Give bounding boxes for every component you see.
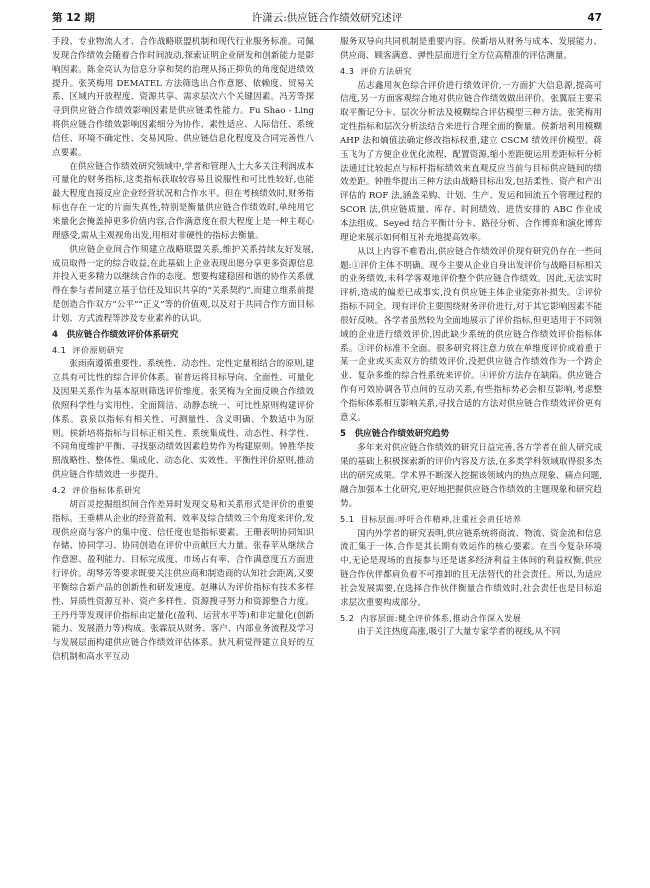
paragraph: 国内外学者的研究表明,供应链系统将商流、物流、资金流和信息流汇集于一体,合作是其长期有效运作的核心要素。在当今复杂环境中,无论是现场的直接参与还是诸多经济利益主体间的利益权衡,供应链合作伙伴都肩负着不可推卸的且无法替代的社会责任。所以,为适应社会发展需要,在选择合作伙伴衡量合作绩效时,社会责任也是目标追求层次重要构成部分。 <box>340 528 602 608</box>
subsection-heading <box>340 65 602 79</box>
subsection-number: 4.3 <box>340 65 355 76</box>
paragraph: 由于关注热度高涨,吸引了大量专家学者的视线,从不同 <box>357 627 561 638</box>
subsection-title: 评价方法研究 <box>360 65 412 76</box>
running-title: 许潇云:供应链合作绩效研究述评 <box>251 12 403 24</box>
header-rule <box>52 29 602 30</box>
left-column <box>52 36 314 665</box>
paragraph: 多年来对供应链合作绩效的研究日益完善,各方学者在前人研究成果的基础上积极探索新的评价内容及方法,在多类学科领域取得很多杰出的研究成果。学术界不断深入挖掘该领域内的热点现象、痛点问题,融合加强本土化研究,更好地把握供应链合作绩效的主题现象和研究趋势。 <box>340 443 602 509</box>
subsection-number: 5.2 <box>340 612 355 623</box>
paragraph: 胡百灵挖掘组织间合作差异时发现交易和关系形式是评价的重要指标。王垂耕从企业的经营盈利、效率及综合绩效三个角度来评价,发现供应商与客户的集中度、信任度也是指标要素。王珊表明协同知识存储、协同学习、协同创造在评价中贡献巨大力量。张春苹从继续合作意愿、盈利能力、目标完成度、市场占有率、合作满意度五方面进行评价。胡琴芳等要求既要关注供应商和制造商的认知社会距离,又要平衡综合新产品的创新性和研发速度。赵琳认为评价指标有技术多样性、异质性资源互补、资产多样性、资源搜寻努力和资源整合力度。王丹丹等发现评价指标由定量化(盈利、运营水平等)和非定量化(创新能力、发展潜力等)构成。张霖辰从财务、客户、内部业务流程及学习与发展层面构建供应链合作绩效评估体系。狄凡莉觉得建立良好的互信机制和高水平互动 <box>52 499 314 663</box>
subsection-heading <box>52 484 314 498</box>
subsection-heading <box>340 513 602 527</box>
paragraph: 服务双导向共同机制是重要内容。侯新培从财务与成本、发展能力、供应商、顾客满意、弹性层面进行全方位高精准的评估测量。 <box>340 37 602 61</box>
right-column <box>340 36 602 640</box>
subsection-heading <box>340 612 602 626</box>
subsection-title: 评价原则研究 <box>72 344 124 355</box>
paragraph: 供应链企业间合作须建立战略联盟关系,维护关系持续友好发展,成员取得一定的综合收益,在此基础上企业表现出愿分享更多资源信息并投入更多精力以继续合作的态度。想要构建稳固和谐的协作关系就得在参与者间建立基于信任及知识共享的“关系契约”,而建立维系前提是创造合作双方“公平”“正义”等的价值观,以及对于共同合作方面目标计划、方式流程等涉及专业素养的认识。 <box>52 244 314 324</box>
section-heading: 5 供应链合作绩效研究趋势 <box>340 428 450 439</box>
issue-number: 第 12 期 <box>52 12 95 24</box>
page-number: 47 <box>587 12 602 24</box>
subsection-number: 4.1 <box>52 344 67 355</box>
section-heading: 4 供应链合作绩效评价体系研究 <box>52 329 179 340</box>
paragraph: 手段、专业物流人才、合作战略联盟机制和现代行业服务标准。司佩发现合作绩效会随着合作时间波动,探索证明企业研发和创新能力是影响因素。陈金亮认为信息分享和契约治理从扬正抑负的角度促进绩效提升。张笑梅用 DEMATEL 方法筛选出合作意愿、依赖度、贸易关系、区域内开放程度、资源共享、需求层次六个关键因素。冯芳等探寻到供应链合作绩效影响因素是供应链柔性能力。Fu Shao - Ling 将供应链合作绩效影响因素细分为协作、素性适应、人际信任、系统信任、环境不确定性、交易风险、供应链信息化程度及合同完善性八点要素。 <box>52 37 314 158</box>
paragraph: 从以上内容不难看出,供应链合作绩效评价现有研究仍存在一些问题:①评价主体不明确。现今主要从企业自身出发评价与战略目标相关的业务绩效,未科学客观地评价整个供应链合作绩效。因此,无法实时评析,造成的偏差已成事实,没有供应链主体企业能弥补损失。②评价指标不同全。现有评价主要围绕财务评价进行,对于其它影响因素不能很好反映。各学者虽然较为全面地展示了评价指标,但更适用于不同领域的企业进行绩效评价,因此缺少系统的供应链合作绩效评价指标体系。③评价标准不全面。很多研究将注意力放在单维度评价或着重于某一企业或买卖双方的绩效评价,没把供应链合作绩效作为一个跨企业、复杂多维的综合性系统来评价。④评价方法存在缺陷。供应链合作有可效协调各节点间的互动关系,有些指标势必会相互影响,考虑整个指标体系相互影响关系,寻找合适的方法对供应链合作绩效评价更有意义。 <box>340 246 602 423</box>
subsection-title: 内容层面:健全评价体系,推动合作深入发展 <box>360 612 522 623</box>
subsection-number: 4.2 <box>52 485 67 495</box>
subsection-title: 目标层面:呼吁合作精神,注重社会责任培养 <box>360 513 522 524</box>
subsection-heading <box>52 344 314 358</box>
paragraph: 张雨南遵循重要性、系统性、动态性、定性定量相结合的原则,建立具有可比性的综合评价体系。崔普运将目标导向、全面性、可量化及因果关系作为基本原则筛选评价维度。张笑梅为全面反映合作绩效依照科学性与实用性、全面简洁、动静态统一、可比性原则构建评价体系。袁泉以指标有相关性、可测量性、含义明确、个数适中为原则。侯新培将指标与目标正相关性、系统集成性、动态性、科学性、不同角度维护平衡、寻找驱动绩效因素趋势作为构建原则。钟胜华按照战略性、整体性、集成化、动态化、实效性、平衡性评价原则,推动供应链合作绩效进一步提升。 <box>52 359 314 481</box>
running-header <box>52 10 602 26</box>
subsection-title: 评价指标体系研究 <box>72 485 142 495</box>
paragraph: 在供应链合作绩效研究领域中,学者和管理人士大多关注利润成本可量化的财务指标,这类指标获取较容易且说服性和可比性较好,也能最大程度直接反应企业经营状况和合作水平。但在考核绩效时,财务指标也存在一定的片面失真性,特别是衡量供应链合作绩效时,单纯用它来量化会掩盖掉更多价值内容,合作满意度在很大程度上是一种主观心理感受,需从主观视角出发,用相对非硬性的指标去衡量。 <box>52 161 314 241</box>
subsection-number: 5.1 <box>340 513 355 524</box>
paragraph: 岳志鑫用灰色综合评价进行绩效评价,一方面扩大信息源,提高可信度,另一方面客观综合地对供应链合作绩效做出评价。张翼辰主要采取平衡记分卡、层次分析法及模糊综合评估模型三种方法。张笑梅用定性指标和层次分析法结合来进行合理全面的衡量。侯新培利用模糊 AHP 法和熵值法确定修改指标权重,建立 CSCM 绩效评价模型。蒋玉飞为了方便企业优化流程、配置资源,缩小差距便运用差距标杆分析法通过比较起点与标杆指标绩效来直观反应当前与目标供应链间的绩效差距。钟胜华提出三种方法由战略目标出发,包括柔性、资产和产出评估的 ROF 法,涵盖采购、计划、生产、发运和回流五个管理过程的 SCOR 法,供应链质量、库存、时间绩效、进货安排的 ABC 作业成本法组成。Seyed 结合平衡计分卡、路径分析、合作博弈和演化博弈理论来展示如何相互补充地提高效率。 <box>340 80 602 243</box>
